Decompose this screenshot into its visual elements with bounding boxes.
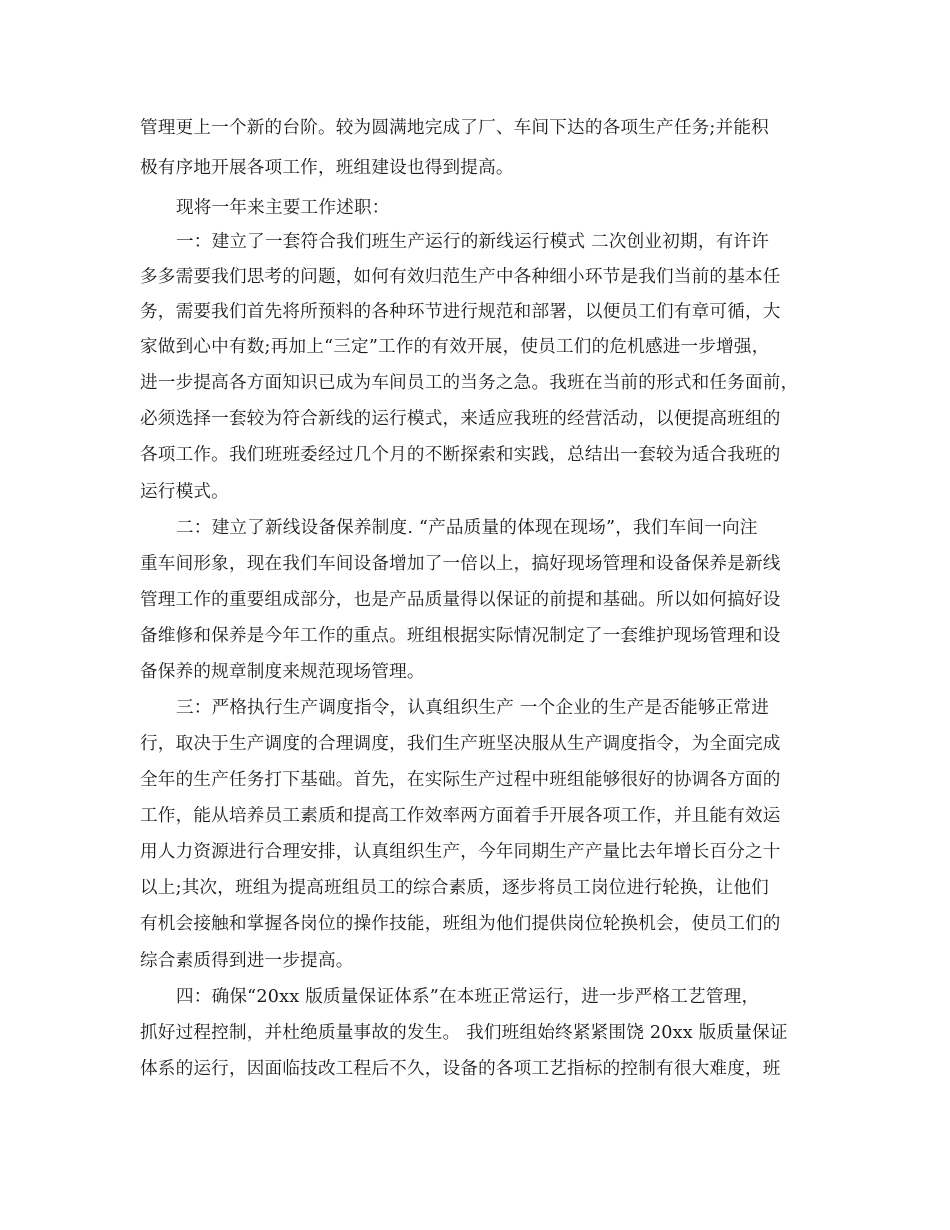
- text-line: 一：建立了一套符合我们班生产运行的新线运行模式 二次创业初期，有许许: [176, 232, 769, 252]
- text-line: 用人力资源进行合理安排，认真组织生产，今年同期生产产量比去年增长百分之十: [140, 842, 781, 862]
- text-line: 进一步提高各方面知识已成为车间员工的当务之急。我班在当前的形式和任务面前，: [140, 373, 799, 393]
- text-line: 各项工作。我们班班委经过几个月的不断探索和实践，总结出一套较为适合我班的: [140, 445, 781, 465]
- text-line: 全年的生产任务打下基础。首先，在实际生产过程中班组能够很好的协调各方面的: [140, 770, 781, 790]
- text-line: 以上;其次，班组为提高班组员工的综合素质，逐步将员工岗位进行轮换，让他们: [140, 878, 769, 898]
- text-line: 必须选择一套较为符合新线的运行模式，来适应我班的经营活动，以便提高班组的: [140, 409, 781, 429]
- text-line: 重车间形象，现在我们车间设备增加了一倍以上，搞好现场管理和设备保养是新线: [140, 554, 781, 574]
- text-line: 四：确保“20xx 版质量保证体系”在本班正常运行，进一步严格工艺管理，: [176, 987, 760, 1007]
- text-line: 现将一年来主要工作述职：: [176, 198, 390, 218]
- text-line: 管理工作的重要组成部分，也是产品质量得以保证的前提和基础。所以如何搞好设: [140, 590, 781, 610]
- text-line: 务，需要我们首先将所预料的各种环节进行规范和部署，以便员工们有章可循，大: [140, 302, 781, 322]
- text-line: 行，取决于生产调度的合理调度，我们生产班坚决服从生产调度指令，为全面完成: [140, 734, 781, 754]
- text-line: 综合素质得到进一步提高。: [140, 951, 354, 971]
- text-line: 多多需要我们思考的问题，如何有效归范生产中各种细小环节是我们当前的基本任: [140, 267, 781, 287]
- text-line: 家做到心中有数;再加上“三定”工作的有效开展，使员工们的危机感进一步增强，: [140, 337, 770, 357]
- text-line: 二：建立了新线设备保养制度. “产品质量的体现在现场”，我们车间一向注: [176, 518, 758, 538]
- text-line: 有机会接触和掌握各岗位的操作技能，班组为他们提供岗位轮换机会，使员工们的: [140, 914, 781, 934]
- text-line: 极有序地开展各项工作，班组建设也得到提高。: [140, 158, 514, 178]
- text-line: 抓好过程控制，并杜绝质量事故的发生。 我们班组始终紧紧围饶 20xx 版质量保证: [140, 1023, 788, 1043]
- text-line: 三：严格执行生产调度指令，认真组织生产 一个企业的生产是否能够正常进: [176, 698, 769, 718]
- text-line: 备保养的规章制度来规范现场管理。: [140, 662, 425, 682]
- text-line: 管理更上一个新的台阶。较为圆满地完成了厂、车间下达的各项生产任务;并能积: [140, 118, 769, 138]
- text-line: 备维修和保养是今年工作的重点。班组根据实际情况制定了一套维护现场管理和设: [140, 626, 781, 646]
- text-line: 工作，能从培养员工素质和提高工作效率两方面着手开展各项工作，并且能有效运: [140, 806, 781, 826]
- text-line: 体系的运行，因面临技改工程后不久，设备的各项工艺指标的控制有很大难度，班: [140, 1059, 781, 1079]
- text-line: 运行模式。: [140, 482, 229, 502]
